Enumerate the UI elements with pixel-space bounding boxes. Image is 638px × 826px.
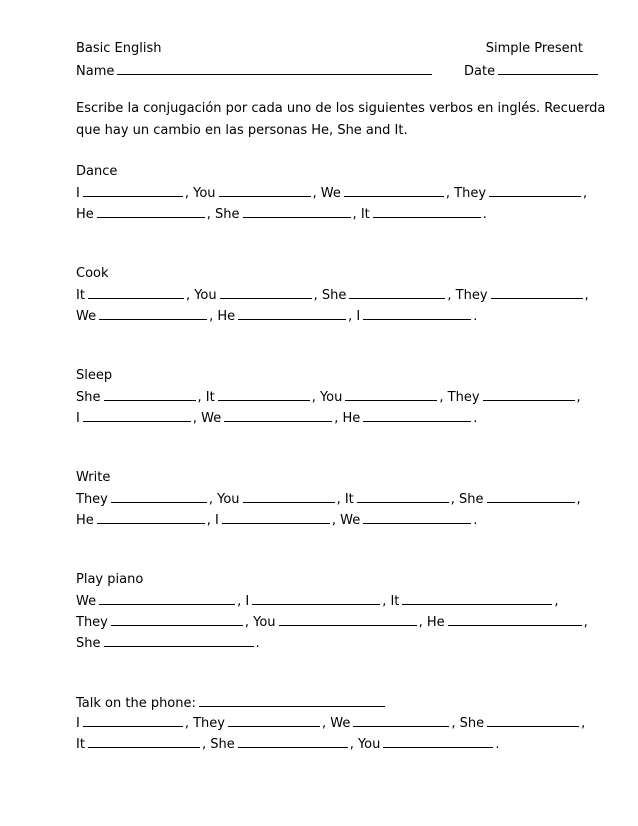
answer-blank[interactable] xyxy=(99,591,235,605)
conjugation-row: It , You , She , They , xyxy=(76,285,589,303)
answer-blank[interactable] xyxy=(219,183,311,197)
answer-blank[interactable] xyxy=(487,713,579,727)
answer-blank[interactable] xyxy=(487,489,575,503)
answer-blank[interactable] xyxy=(345,387,437,401)
pronoun: It xyxy=(76,288,85,303)
verb-blank[interactable] xyxy=(199,693,385,707)
answer-blank[interactable] xyxy=(483,387,575,401)
name-line xyxy=(76,61,434,79)
verb-heading: Dance xyxy=(76,164,118,179)
conjugation-row: She . xyxy=(76,633,260,651)
pronoun: He xyxy=(426,615,445,630)
conjugation-row: I , We , He . xyxy=(76,408,477,426)
answer-blank[interactable] xyxy=(243,489,335,503)
pronoun: It xyxy=(390,594,400,609)
course-title: Basic English xyxy=(76,41,162,56)
pronoun: He xyxy=(217,309,236,324)
pronoun: They xyxy=(76,615,108,630)
pronoun: They xyxy=(447,390,480,405)
pronoun: They xyxy=(455,288,488,303)
pronoun: She xyxy=(321,288,347,303)
answer-blank[interactable] xyxy=(83,183,183,197)
conjugation-row: He , She , It . xyxy=(76,204,487,222)
verb-heading: Sleep xyxy=(76,368,113,383)
answer-blank[interactable] xyxy=(97,204,205,218)
pronoun: She xyxy=(459,716,485,731)
pronoun: He xyxy=(342,411,361,426)
pronoun: He xyxy=(76,513,94,528)
pronoun: It xyxy=(360,207,370,222)
pronoun: We xyxy=(340,513,361,528)
verb-heading-line xyxy=(76,693,387,711)
conjugation-row: She , It , You , They , xyxy=(76,387,581,405)
answer-blank[interactable] xyxy=(88,734,200,748)
verb-heading: Write xyxy=(76,470,111,485)
pronoun: She xyxy=(459,492,484,507)
answer-blank[interactable] xyxy=(448,612,582,626)
pronoun: They xyxy=(193,716,225,731)
answer-blank[interactable] xyxy=(224,408,332,422)
answer-blank[interactable] xyxy=(363,510,471,524)
pronoun: I xyxy=(76,716,80,731)
pronoun: They xyxy=(454,186,487,201)
conjugation-row: I , You , We , They , xyxy=(76,183,587,201)
conjugation-row: They , You , He , xyxy=(76,612,588,630)
pronoun: He xyxy=(76,207,94,222)
date-blank[interactable] xyxy=(498,61,598,75)
answer-blank[interactable] xyxy=(357,489,449,503)
answer-blank[interactable] xyxy=(104,387,196,401)
date-label: Date xyxy=(464,64,496,79)
answer-blank[interactable] xyxy=(489,183,581,197)
answer-blank[interactable] xyxy=(373,204,481,218)
answer-blank[interactable] xyxy=(491,285,583,299)
pronoun: You xyxy=(193,186,216,201)
pronoun: I xyxy=(215,513,219,528)
pronoun: You xyxy=(319,390,343,405)
pronoun: She xyxy=(76,390,101,405)
answer-blank[interactable] xyxy=(218,387,310,401)
name-blank[interactable] xyxy=(117,61,432,75)
pronoun: She xyxy=(76,636,101,651)
pronoun: You xyxy=(357,737,381,752)
answer-blank[interactable] xyxy=(252,591,380,605)
conjugation-row: It , She , You . xyxy=(76,734,500,752)
pronoun: She xyxy=(210,737,235,752)
pronoun: We xyxy=(330,716,351,731)
conjugation-row: We , He , I . xyxy=(76,306,477,324)
answer-blank[interactable] xyxy=(104,633,254,647)
verb-heading: Cook xyxy=(76,266,109,281)
pronoun: We xyxy=(76,309,97,324)
pronoun: We xyxy=(320,186,341,201)
answer-blank[interactable] xyxy=(363,306,471,320)
answer-blank[interactable] xyxy=(220,285,312,299)
conjugation-row: They , You , It , She , xyxy=(76,489,581,507)
answer-blank[interactable] xyxy=(383,734,493,748)
answer-blank[interactable] xyxy=(228,713,320,727)
pronoun: I xyxy=(245,594,250,609)
pronoun: You xyxy=(217,492,240,507)
name-label: Name xyxy=(76,64,115,79)
verb-heading: Talk on the phone: xyxy=(76,696,196,711)
pronoun: It xyxy=(344,492,354,507)
pronoun: It xyxy=(205,390,215,405)
pronoun: We xyxy=(76,594,97,609)
pronoun: I xyxy=(76,411,80,426)
answer-blank[interactable] xyxy=(353,713,449,727)
topic-title: Simple Present xyxy=(485,41,583,56)
answer-blank[interactable] xyxy=(83,713,183,727)
pronoun: I xyxy=(356,309,361,324)
pronoun: She xyxy=(215,207,240,222)
answer-blank[interactable] xyxy=(279,612,417,626)
answer-blank[interactable] xyxy=(97,510,205,524)
instructions-line-2: que hay un cambio en las personas He, She and It. xyxy=(76,123,408,138)
answer-blank[interactable] xyxy=(222,510,330,524)
answer-blank[interactable] xyxy=(88,285,184,299)
answer-blank[interactable] xyxy=(349,285,445,299)
pronoun: They xyxy=(76,492,108,507)
answer-blank[interactable] xyxy=(402,591,552,605)
answer-blank[interactable] xyxy=(238,734,348,748)
pronoun: I xyxy=(76,186,80,201)
verb-heading: Play piano xyxy=(76,572,144,587)
conjugation-row: He , I , We . xyxy=(76,510,477,528)
instructions-line-1: Escribe la conjugación por cada uno de los siguientes verbos en inglés. Recuerda xyxy=(76,101,606,116)
answer-blank[interactable] xyxy=(83,408,191,422)
date-line xyxy=(464,61,600,79)
answer-blank[interactable] xyxy=(99,306,207,320)
answer-blank[interactable] xyxy=(363,408,471,422)
conjugation-row: We , I , It , xyxy=(76,591,559,609)
pronoun: You xyxy=(253,615,276,630)
answer-blank[interactable] xyxy=(111,612,243,626)
pronoun: It xyxy=(76,737,85,752)
pronoun: You xyxy=(194,288,217,303)
answer-blank[interactable] xyxy=(238,306,346,320)
answer-blank[interactable] xyxy=(243,204,351,218)
pronoun: We xyxy=(201,411,222,426)
conjugation-row: I , They , We , She , xyxy=(76,713,585,731)
answer-blank[interactable] xyxy=(344,183,444,197)
answer-blank[interactable] xyxy=(111,489,207,503)
